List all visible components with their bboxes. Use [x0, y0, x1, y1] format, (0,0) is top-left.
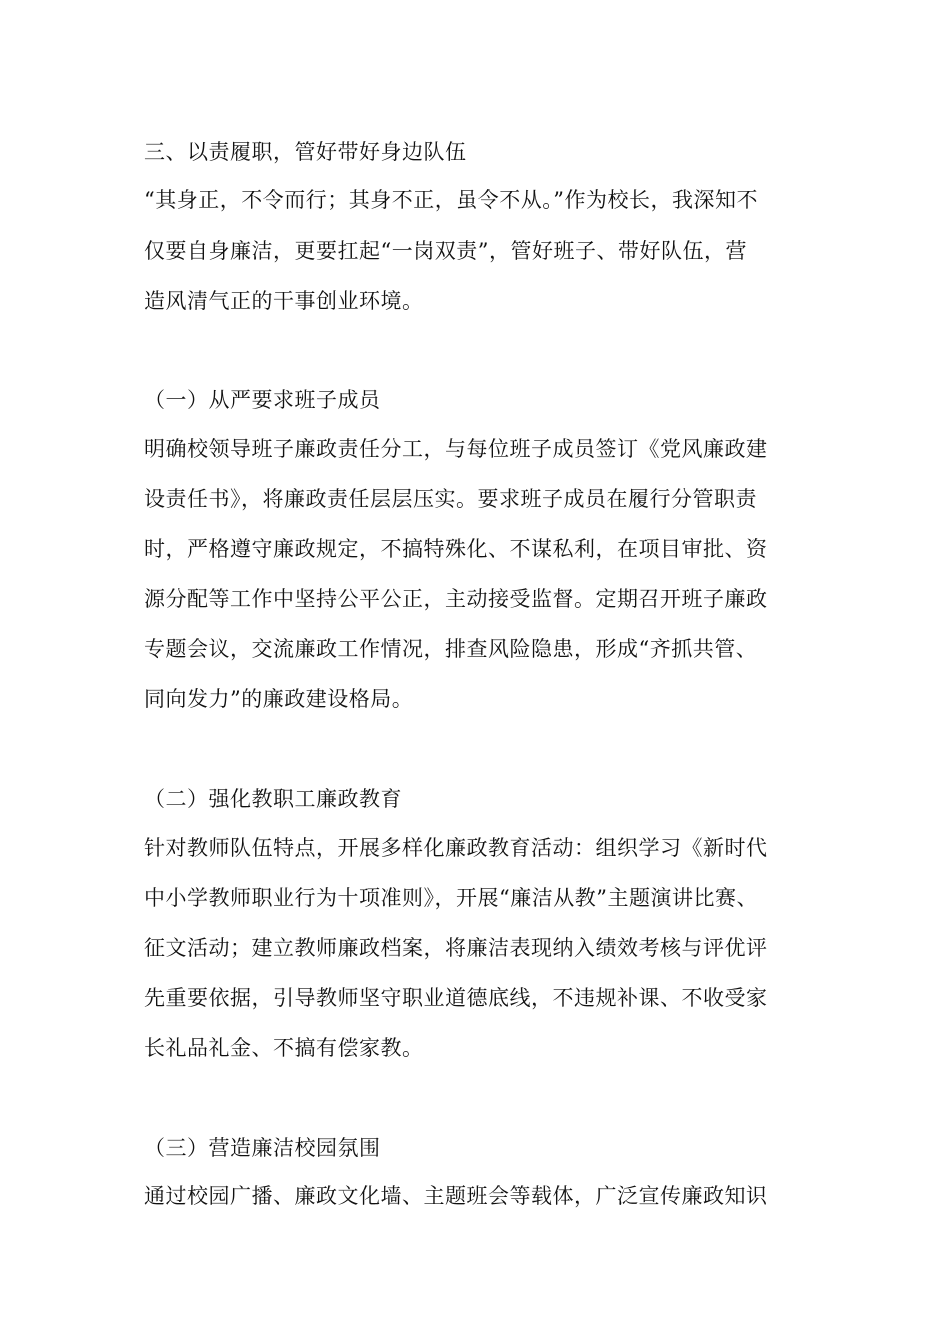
- paragraph-line: 时，严格遵守廉政规定，不搞特殊化、不谋私利，在项目审批、资: [144, 537, 768, 561]
- intro-line: 造风清气正的干事创业环境。: [144, 289, 424, 313]
- paragraph-line: 明确校领导班子廉政责任分工，与每位班子成员签订《党风廉政建: [144, 437, 768, 461]
- paragraph-line: 通过校园广播、廉政文化墙、主题班会等载体，广泛宣传廉政知识: [144, 1184, 768, 1208]
- paragraph-line: 先重要依据，引导教师坚守职业道德底线，不违规补课、不收受家: [144, 986, 768, 1010]
- paragraph-line: 源分配等工作中坚持公平公正，主动接受监督。定期召开班子廉政: [144, 587, 768, 611]
- paragraph-line: 长礼品礼金、不搞有偿家教。: [144, 1036, 424, 1060]
- paragraph-line: 专题会议，交流廉政工作情况，排查风险隐患，形成“齐抓共管、: [144, 637, 758, 661]
- paragraph-line: 征文活动；建立教师廉政档案，将廉洁表现纳入绩效考核与评优评: [144, 936, 768, 960]
- paragraph-line: 中小学教师职业行为十项准则》，开展“廉洁从教”主题演讲比赛、: [144, 886, 758, 910]
- subsection-heading-3: （三）营造廉洁校园氛围: [144, 1136, 381, 1160]
- intro-line: “其身正，不令而行；其身不正，虽令不从。”作为校长，我深知不: [144, 188, 758, 212]
- intro-line: 仅要自身廉洁，更要扛起“一岗双责”，管好班子、带好队伍，营: [144, 239, 747, 263]
- subsection-heading-1: （一）从严要求班子成员: [144, 388, 381, 412]
- section-heading: 三、以责履职，管好带好身边队伍: [144, 140, 467, 164]
- paragraph-line: 针对教师队伍特点，开展多样化廉政教育活动：组织学习《新时代: [144, 836, 768, 860]
- subsection-heading-2: （二）强化教职工廉政教育: [144, 787, 402, 811]
- paragraph-line: 设责任书》，将廉政责任层层压实。要求班子成员在履行分管职责: [144, 487, 757, 511]
- paragraph-line: 同向发力”的廉政建设格局。: [144, 687, 414, 711]
